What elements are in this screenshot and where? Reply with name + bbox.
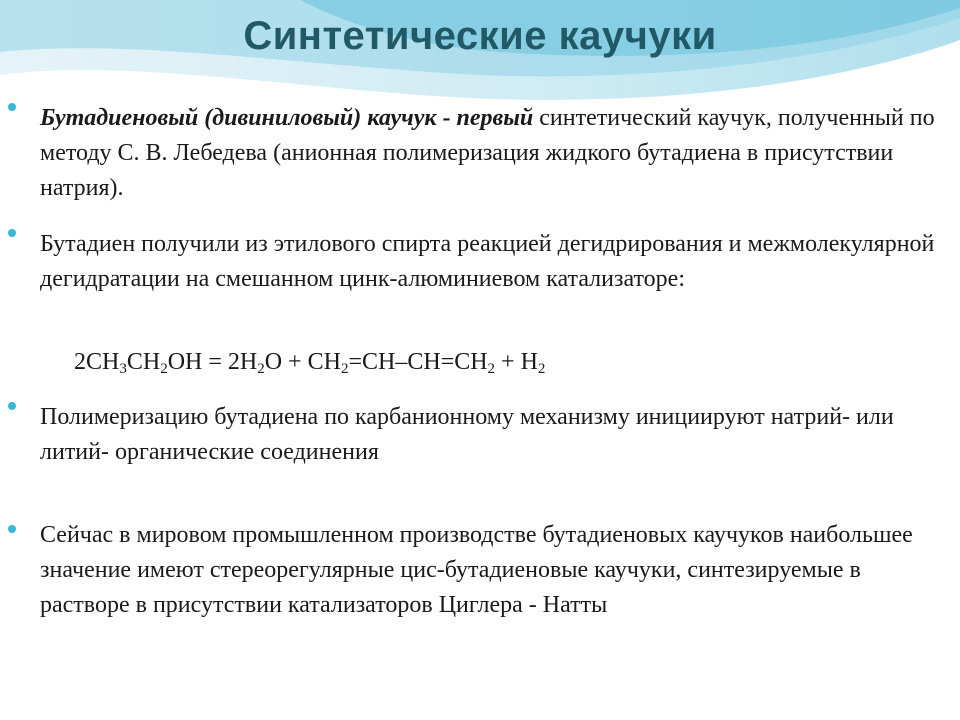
- bullet-text: синтетический каучук, полученный по методу С. В. Лебедева (анионная полимеризация жидкого бутадиена в присутствии натрия).: [40, 105, 935, 201]
- bullet-emphasis: Бутадиеновый (дивиниловый) каучук - первый: [40, 105, 534, 131]
- bullet-item-polymerization: Полимеризацию бутадиена по карбанионному механизму инициируют натрий- или литий- органические соединения: [40, 404, 894, 465]
- chemical-equation: $2CH_3CH_2OH = 2H_2O + CH_2=CH-CH=CH_2 + H_2$: [74, 349, 546, 377]
- bullet-item-butadiene-synthesis: Бутадиен получили из этилового спирта реакцией дегидрирования и межмолекулярной дегидратации на смешанном цинк-алюминиевом катализаторе:: [40, 231, 935, 292]
- slide-title: Синтетические каучуки: [243, 14, 717, 58]
- bullet-item-cis-rubbers: Сейчас в мировом промышленном производстве бутадиеновых каучуков наибольшее значение имеют стереорегулярные цис-бутадиеновые каучуки, синтезируемые в растворе в присутствии катализаторов Циглера - Натты: [40, 522, 913, 618]
- bullet-dot: [8, 229, 16, 237]
- bullet-dot: [8, 525, 16, 533]
- bullet-dot: [8, 402, 16, 410]
- bullet-item-butadiene-rubber: [40, 101, 940, 206]
- bullet-dot: [8, 103, 16, 111]
